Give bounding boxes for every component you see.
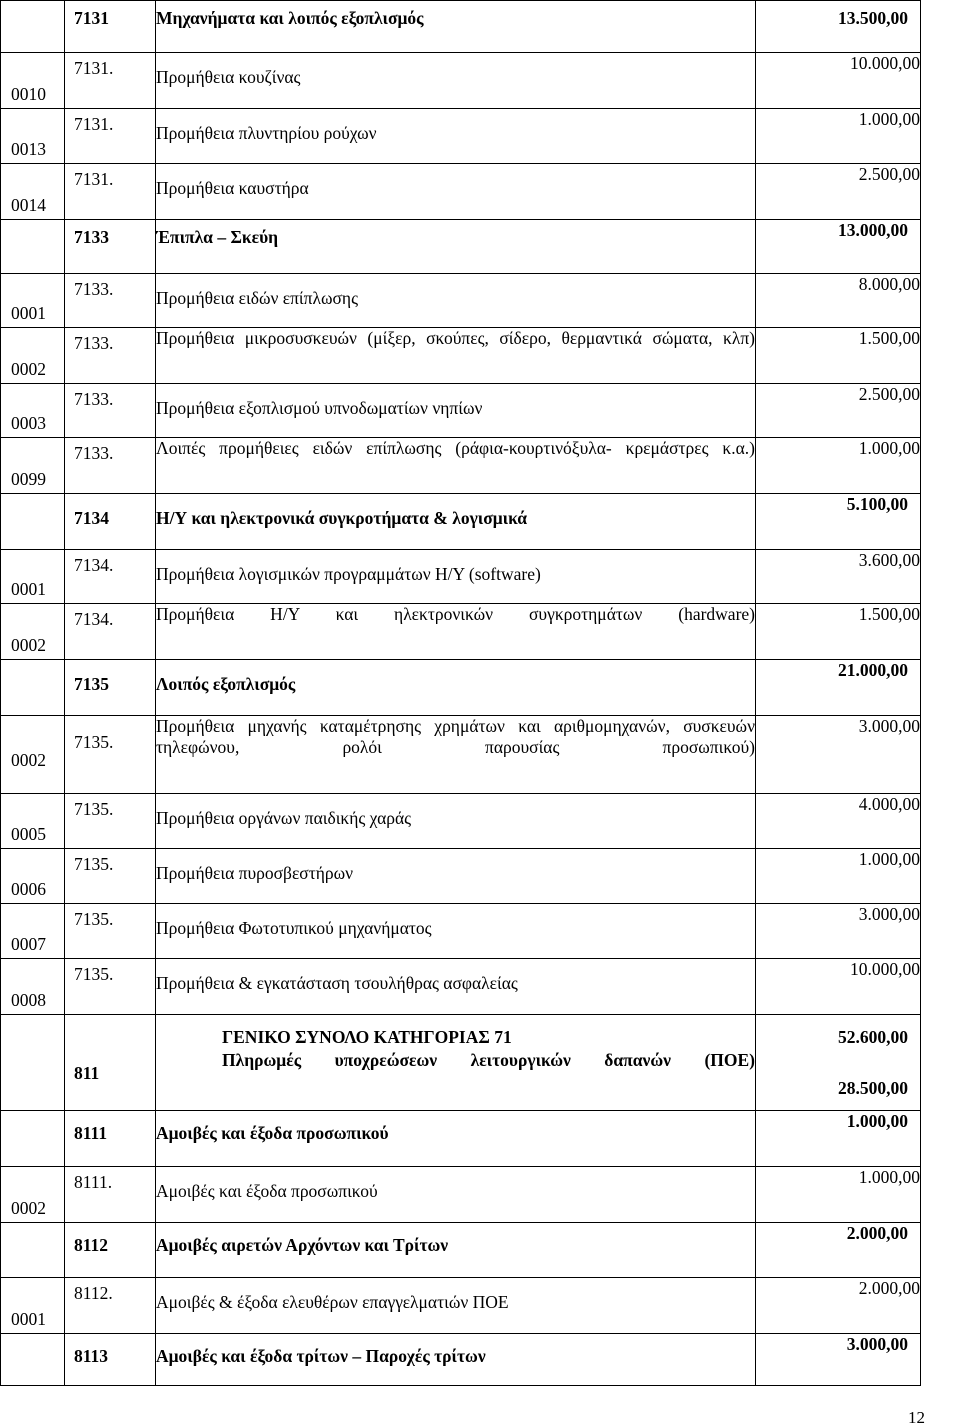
page-number: 12 — [908, 1408, 925, 1427]
item-description-cell — [156, 604, 756, 660]
sub-cell — [1, 716, 65, 794]
item-description: Προμήθεια Η/Υ και ηλεκτρονικών συγκροτημάτων (hardware) — [156, 604, 755, 624]
item-amount: 8.000,00 — [756, 274, 921, 328]
table-row — [1, 1167, 921, 1223]
item-code: 7133. — [74, 389, 114, 409]
group-row-7131 — [1, 1, 921, 53]
item-description: Προμήθεια Φωτοτυπικού μηχανήματος — [156, 904, 756, 959]
sub-cell — [1, 1015, 65, 1111]
code-cell — [65, 164, 156, 220]
sub-code: 0003 — [11, 413, 46, 433]
item-amount: 2.000,00 — [756, 1278, 921, 1334]
code-cell — [65, 274, 156, 328]
table-row — [1, 109, 921, 164]
item-amount: 1.000,00 — [756, 849, 921, 904]
item-description: Προμήθεια πλυντηρίου ρούχων — [156, 109, 756, 164]
code-cell — [65, 328, 156, 384]
category-total-amount: 52.600,00 — [838, 1027, 908, 1047]
group-title: Η/Υ και ηλεκτρονικά συγκροτήματα & λογισμικά — [156, 494, 756, 550]
sub-cell — [1, 384, 65, 438]
sub-cell — [1, 849, 65, 904]
sub-cell — [1, 438, 65, 494]
group-code: 8112 — [74, 1235, 109, 1255]
category-total-row — [1, 1015, 921, 1111]
category-total-title: ΓΕΝΙΚΟ ΣΥΝΟΛΟ ΚΑΤΗΓΟΡΙΑΣ 71 — [222, 1027, 512, 1047]
sub-code: 0001 — [11, 1309, 46, 1329]
group-row-8112 — [1, 1223, 921, 1278]
sub-code: 0002 — [11, 750, 46, 770]
table-row — [1, 1278, 921, 1334]
item-code: 7135. — [74, 964, 114, 984]
group-code: 7134 — [74, 508, 109, 528]
sub-code: 0002 — [11, 359, 46, 379]
sub-cell — [1, 1, 65, 53]
code-cell — [65, 53, 156, 109]
group-row-7135 — [1, 660, 921, 716]
sub-cell — [1, 1167, 65, 1223]
table-row — [1, 550, 921, 604]
group-code: 7135 — [74, 674, 109, 694]
sub-cell — [1, 274, 65, 328]
item-code: 7135. — [74, 909, 114, 929]
table-row — [1, 384, 921, 438]
group-code-cell — [65, 494, 156, 550]
item-description: Προμήθεια ειδών επίπλωσης — [156, 274, 756, 328]
sub-cell — [1, 959, 65, 1015]
group-code-cell — [65, 1334, 156, 1386]
item-amount: 3.000,00 — [756, 716, 921, 794]
code-cell — [65, 716, 156, 794]
sub-code: 0001 — [11, 303, 46, 323]
item-amount: 4.000,00 — [756, 794, 921, 849]
sub-cell — [1, 1334, 65, 1386]
item-description: Προμήθεια λογισμικών προγραμμάτων Η/Υ (software) — [156, 550, 756, 604]
item-code: 7135. — [74, 732, 114, 752]
group-code: 7133 — [74, 227, 109, 247]
item-amount: 10.000,00 — [756, 53, 921, 109]
item-code: 7134. — [74, 555, 114, 575]
sub-cell — [1, 220, 65, 274]
item-amount: 3.600,00 — [756, 550, 921, 604]
group-amount: 13.500,00 — [756, 1, 921, 53]
table-row — [1, 794, 921, 849]
item-description: Προμήθεια κουζίνας — [156, 53, 756, 109]
code-cell — [65, 438, 156, 494]
item-code: 7133. — [74, 279, 114, 299]
item-amount: 2.500,00 — [756, 384, 921, 438]
item-description: Προμήθεια οργάνων παιδικής χαράς — [156, 794, 756, 849]
item-description: Προμήθεια μηχανής καταμέτρησης χρημάτων και αριθμομηχανών, συσκευών τηλεφώνου, ρολόι παρουσίας προσωπικού) — [156, 716, 755, 757]
group-title: Αμοιβές αιρετών Αρχόντων και Τρίτων — [156, 1223, 756, 1278]
code-cell — [65, 550, 156, 604]
item-description: Προμήθεια εξοπλισμού υπνοδωματίων νηπίων — [156, 384, 756, 438]
group-amount: 13.000,00 — [756, 220, 921, 274]
group-code-811: 811 — [74, 1063, 100, 1083]
group-row-7133 — [1, 220, 921, 274]
sub-cell — [1, 109, 65, 164]
group-amount: 21.000,00 — [756, 660, 921, 716]
item-code: 8111. — [74, 1172, 113, 1192]
item-description: Αμοιβές & έξοδα ελευθέρων επαγγελματιών ΠΟΕ — [156, 1278, 756, 1334]
table-row — [1, 716, 921, 794]
table-row — [1, 274, 921, 328]
item-amount: 1.000,00 — [756, 1167, 921, 1223]
code-cell — [65, 604, 156, 660]
code-cell — [65, 959, 156, 1015]
sub-code: 0013 — [11, 139, 46, 159]
code-cell — [65, 1278, 156, 1334]
sub-code: 0005 — [11, 824, 46, 844]
item-amount: 1.500,00 — [756, 328, 921, 384]
code-cell — [65, 794, 156, 849]
group-code: 8111 — [74, 1123, 108, 1143]
sub-code: 0007 — [11, 934, 46, 954]
sub-code: 0001 — [11, 579, 46, 599]
item-amount: 3.000,00 — [756, 904, 921, 959]
item-description: Προμήθεια μικροσυσκευών (μίξερ, σκούπες, σίδερο, θερμαντικά σώματα, κλπ) — [156, 328, 755, 348]
total-description-cell — [156, 1015, 756, 1111]
item-code: 7133. — [74, 333, 114, 353]
code-cell — [65, 109, 156, 164]
group-code: 8113 — [74, 1346, 109, 1366]
sub-cell — [1, 660, 65, 716]
table-row — [1, 164, 921, 220]
item-description-cell — [156, 328, 756, 384]
table-row — [1, 849, 921, 904]
group-amount-811: 28.500,00 — [838, 1078, 908, 1098]
item-description-cell — [156, 716, 756, 794]
item-description: Αμοιβές και έξοδα προσωπικού — [156, 1167, 756, 1223]
amount-cell — [756, 1015, 921, 1111]
item-code: 7131. — [74, 58, 114, 78]
sub-cell — [1, 164, 65, 220]
item-code: 7131. — [74, 169, 114, 189]
group-code-cell — [65, 1111, 156, 1167]
group-title: Λοιπός εξοπλισμός — [156, 660, 756, 716]
sub-cell — [1, 53, 65, 109]
sub-cell — [1, 494, 65, 550]
group-amount: 5.100,00 — [756, 494, 921, 550]
sub-cell — [1, 794, 65, 849]
group-title: Έπιπλα – Σκεύη — [156, 220, 756, 274]
group-code-cell — [65, 220, 156, 274]
sub-cell — [1, 550, 65, 604]
item-code: 7134. — [74, 609, 114, 629]
sub-cell — [1, 1111, 65, 1167]
group-amount: 3.000,00 — [756, 1334, 921, 1386]
group-code-cell — [65, 1, 156, 53]
item-description: Προμήθεια & εγκατάσταση τσουλήθρας ασφαλείας — [156, 959, 756, 1015]
group-title: Αμοιβές και έξοδα τρίτων – Παροχές τρίτων — [156, 1334, 756, 1386]
sub-code: 0008 — [11, 990, 46, 1010]
sub-cell — [1, 904, 65, 959]
group-row-8111 — [1, 1111, 921, 1167]
item-code: 7133. — [74, 443, 114, 463]
table-row — [1, 53, 921, 109]
table-row — [1, 959, 921, 1015]
code-cell — [65, 384, 156, 438]
item-code: 7135. — [74, 799, 114, 819]
sub-cell — [1, 1278, 65, 1334]
code-cell — [65, 904, 156, 959]
sub-code: 0002 — [11, 635, 46, 655]
table-row — [1, 604, 921, 660]
item-description: Προμήθεια καυστήρα — [156, 164, 756, 220]
code-cell — [65, 1167, 156, 1223]
sub-code: 0002 — [11, 1198, 46, 1218]
group-amount: 1.000,00 — [756, 1111, 921, 1167]
group-code-cell — [65, 1223, 156, 1278]
code-cell — [65, 1015, 156, 1111]
item-amount: 1.500,00 — [756, 604, 921, 660]
item-amount: 2.500,00 — [756, 164, 921, 220]
item-code: 8112. — [74, 1283, 113, 1303]
item-code: 7135. — [74, 854, 114, 874]
sub-code: 0006 — [11, 879, 46, 899]
sub-code: 0014 — [11, 195, 46, 215]
item-amount: 1.000,00 — [756, 438, 921, 494]
item-description-cell — [156, 438, 756, 494]
item-description: Λοιπές προμήθειες ειδών επίπλωσης (ράφια-κουρτινόξυλα- κρεμάστρες κ.α.) — [156, 438, 755, 458]
group-code: 7131 — [74, 8, 109, 28]
sub-cell — [1, 1223, 65, 1278]
item-amount: 1.000,00 — [756, 109, 921, 164]
group-code-cell — [65, 660, 156, 716]
group-title: Μηχανήματα και λοιπός εξοπλισμός — [156, 1, 756, 53]
item-code: 7131. — [74, 114, 114, 134]
group-row-8113 — [1, 1334, 921, 1386]
table-row — [1, 328, 921, 384]
table-row — [1, 438, 921, 494]
item-description: Προμήθεια πυροσβεστήρων — [156, 849, 756, 904]
item-amount: 10.000,00 — [756, 959, 921, 1015]
group-title: Αμοιβές και έξοδα προσωπικού — [156, 1111, 756, 1167]
group-amount: 2.000,00 — [756, 1223, 921, 1278]
sub-code: 0010 — [11, 84, 46, 104]
table-row — [1, 904, 921, 959]
group-row-7134 — [1, 494, 921, 550]
group-title-811: Πληρωμές υποχρεώσεων λειτουργικών δαπανών (ΠΟΕ) — [222, 1050, 755, 1070]
sub-code: 0099 — [11, 469, 46, 489]
sub-cell — [1, 604, 65, 660]
sub-cell — [1, 328, 65, 384]
code-cell — [65, 849, 156, 904]
